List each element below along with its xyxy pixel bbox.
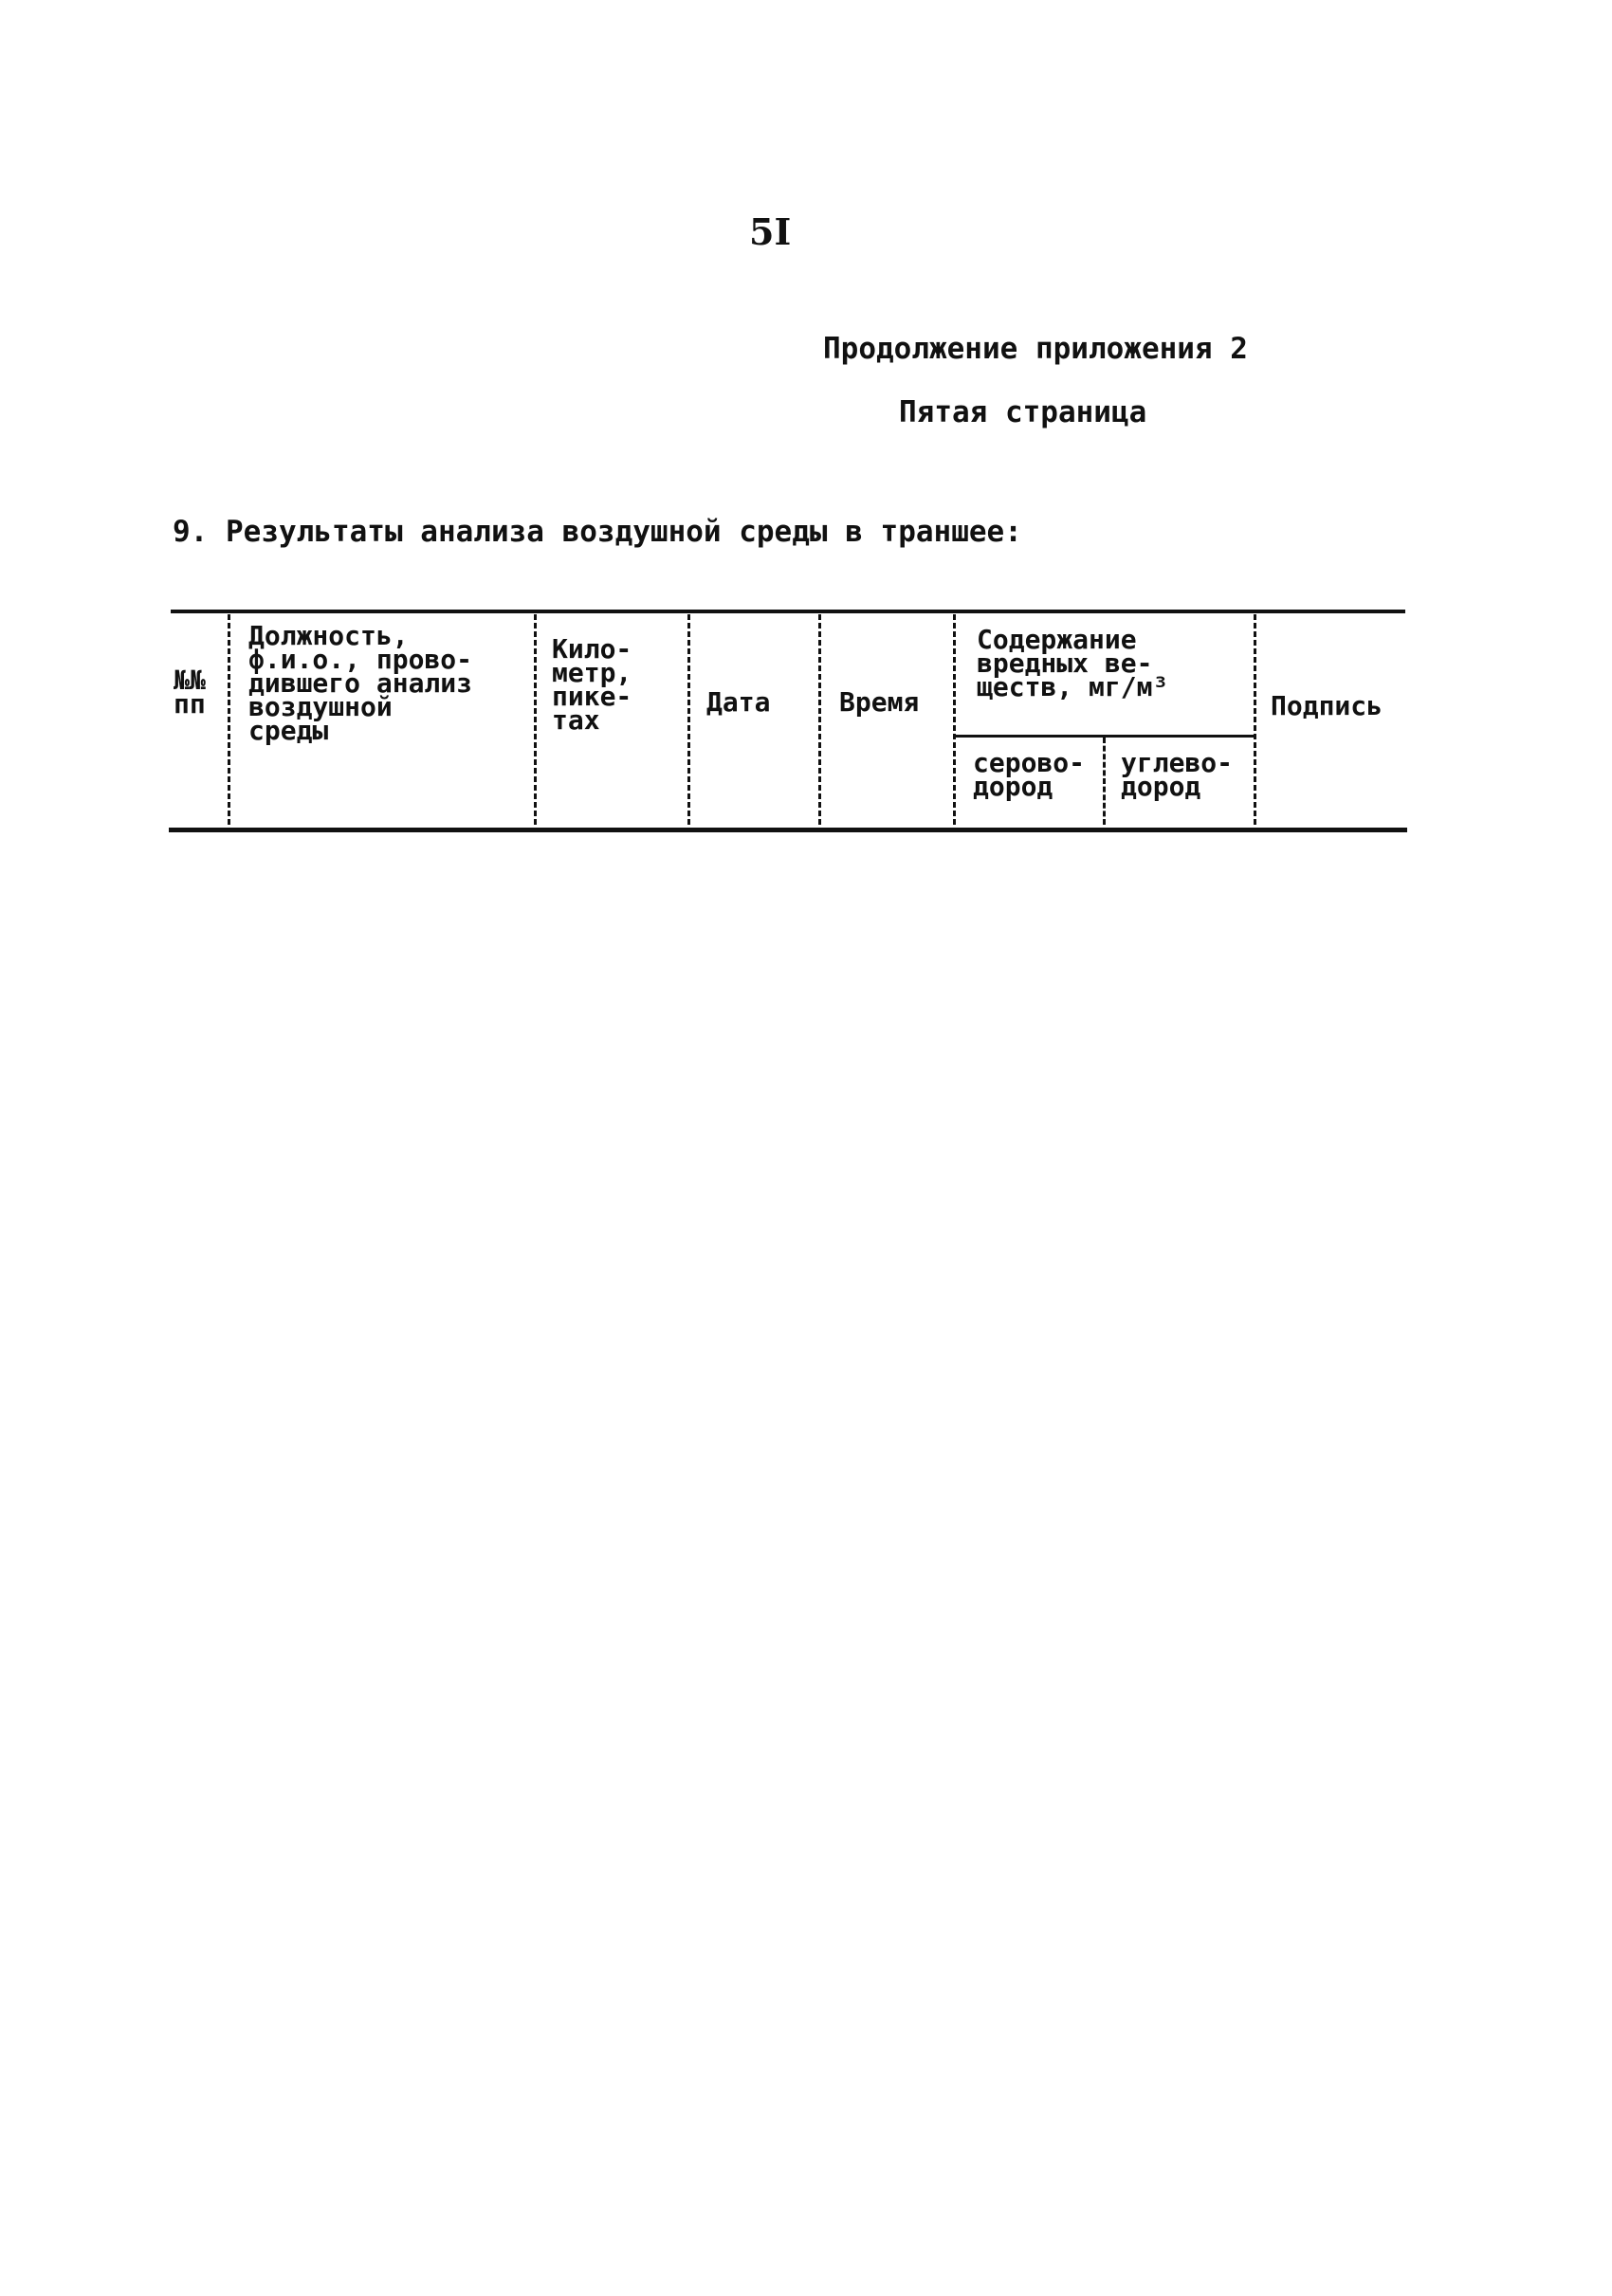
header-hydrocarbon: углево- дород <box>1121 747 1234 802</box>
appendix-note: Продолжение приложения 2 <box>823 332 1248 366</box>
header-signature: Подпись <box>1271 690 1383 721</box>
column-divider <box>953 614 956 825</box>
subcolumn-divider <box>1103 738 1106 825</box>
table-bottom-rule <box>169 828 1407 832</box>
header-harmful-substances: Содержание вредных ве- ществ, мг/м³ <box>977 624 1169 702</box>
section-heading: 9. Результаты анализа воздушной среды в траншее: <box>173 515 1022 549</box>
header-hydrogen-sulfide: серово- дород <box>973 747 1086 802</box>
header-row-number: №№ пп <box>174 665 206 720</box>
header-kilometer: Кило- метр, пике- тах <box>552 633 632 736</box>
header-time: Время <box>839 686 920 718</box>
page-number: 5I <box>749 210 792 253</box>
table-top-rule <box>171 610 1405 613</box>
page-subtitle: Пятая страница <box>899 395 1147 429</box>
column-divider <box>687 614 690 825</box>
column-divider <box>534 614 537 825</box>
column-divider <box>818 614 821 825</box>
header-date: Дата <box>706 686 771 718</box>
column-divider <box>1254 614 1256 825</box>
column-divider <box>228 614 230 825</box>
header-position-name: Должность, ф.и.о., прово- дившего анализ воздушной среды <box>248 620 473 746</box>
